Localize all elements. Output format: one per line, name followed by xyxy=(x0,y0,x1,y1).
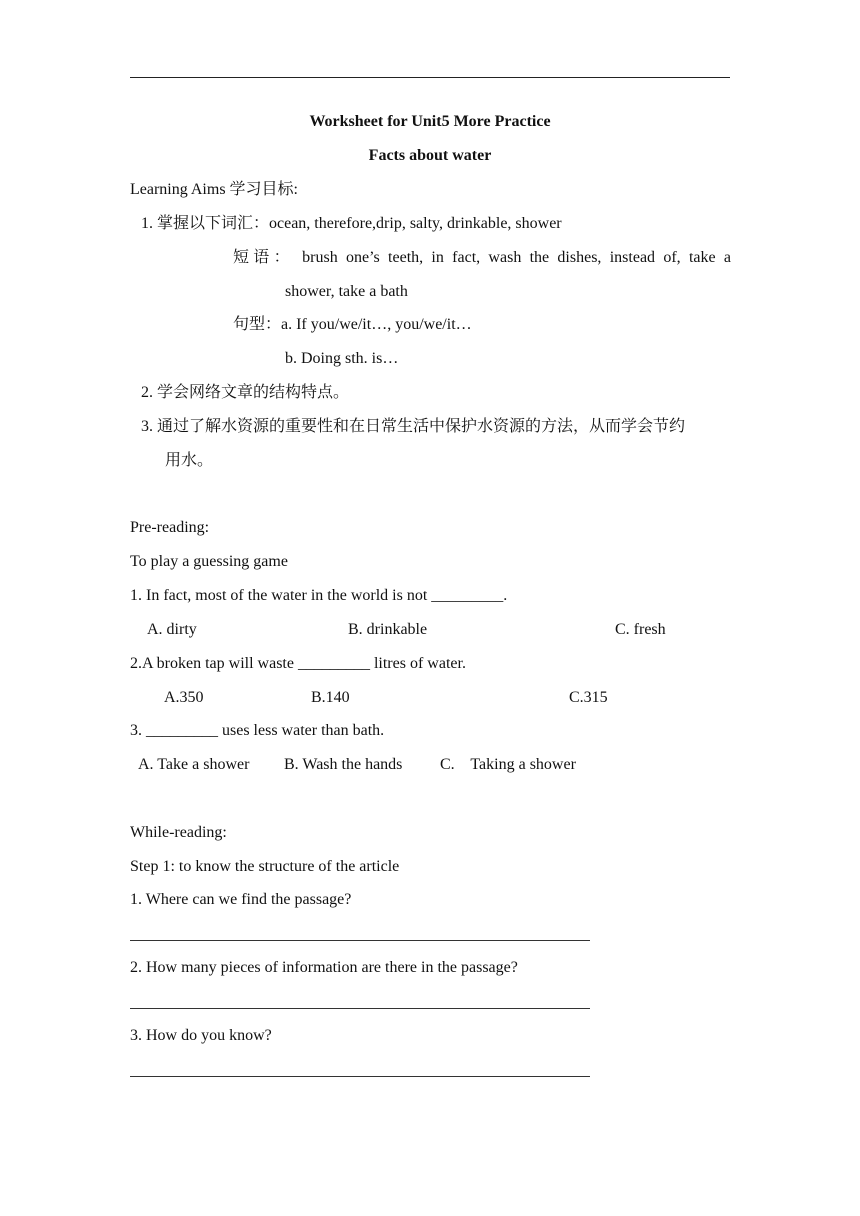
answer-line-2[interactable] xyxy=(130,1008,590,1009)
q3-option-c: C. Taking a shower xyxy=(440,756,576,773)
aims-item-2: 2. 学会网络文章的结构特点。 xyxy=(141,384,350,401)
question-2: 2.A broken tap will waste _________ litres of water. xyxy=(130,655,466,672)
aims-item-3-line-1: 3. 通过了解水资源的重要性和在日常生活中保护水资源的方法，从而学会节约 xyxy=(141,418,686,435)
wr-question-1: 1. Where can we find the passage? xyxy=(130,891,352,908)
header-rule xyxy=(130,77,730,78)
aims-item-3-line-2: 用水。 xyxy=(165,452,214,469)
aims-patterns-line-1: 句型：a. If you/we/it…, you/we/it… xyxy=(233,316,472,333)
q3-option-a: A. Take a shower xyxy=(138,756,250,773)
answer-line-3[interactable] xyxy=(130,1076,590,1077)
aims-patterns-line-2: b. Doing sth. is… xyxy=(285,350,399,367)
aims-heading: Learning Aims 学习目标: xyxy=(130,181,298,198)
prereading-heading: Pre-reading: xyxy=(130,519,210,536)
wr-question-3: 3. How do you know? xyxy=(130,1027,272,1044)
q2-option-b: B.140 xyxy=(311,689,350,706)
aims-item-1: 1. 掌握以下词汇：ocean, therefore,drip, salty, drinkable, shower xyxy=(141,215,562,232)
question-3: 3. _________ uses less water than bath. xyxy=(130,722,385,739)
q2-option-a: A.350 xyxy=(164,689,204,706)
q1-option-a: A. dirty xyxy=(147,621,197,638)
q3-option-b: B. Wash the hands xyxy=(284,756,403,773)
whilereading-heading: While-reading: xyxy=(130,824,227,841)
prereading-intro: To play a guessing game xyxy=(130,553,288,570)
wr-question-2: 2. How many pieces of information are there in the passage? xyxy=(130,959,518,976)
step-1: Step 1: to know the structure of the article xyxy=(130,858,400,875)
q1-option-b: B. drinkable xyxy=(348,621,428,638)
worksheet-subtitle: Facts about water xyxy=(368,147,492,164)
q1-option-c: C. fresh xyxy=(615,621,666,638)
q2-option-c: C.315 xyxy=(569,689,608,706)
worksheet-title: Worksheet for Unit5 More Practice xyxy=(309,113,551,130)
question-1: 1. In fact, most of the water in the world is not _________. xyxy=(130,587,508,604)
answer-line-1[interactable] xyxy=(130,940,590,941)
aims-phrases-line-1: 短语： brush one’s teeth, in fact, wash the dishes, instead of, take a xyxy=(233,249,731,266)
aims-phrases-line-2: shower, take a bath xyxy=(285,283,408,300)
